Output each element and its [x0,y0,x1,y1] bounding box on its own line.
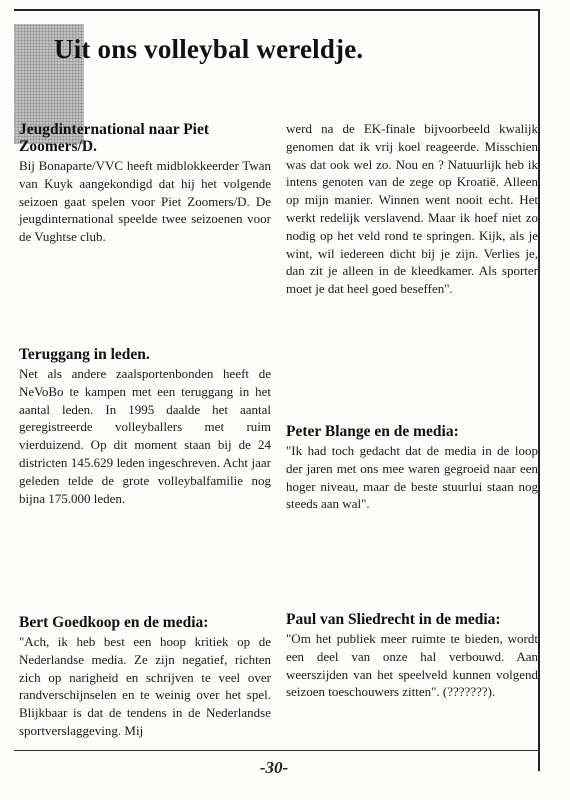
article-body: "Ach, ik heb best een hoop kritiek op de Nederlandse media. Ze zijn negatief, richten zich op narigheid en schrijven te veel over randverschijnselen en te weinig over het spel. Blijkbaar is dat de tendens in de Nederlandse sportverslaggeving. Mij [19,634,271,738]
article-goedkoop [19,614,271,740]
right-border-rule [538,9,540,771]
article-body: Net als andere zaalsportenbonden heeft de NeVoBo te kampen met een teruggang in het aantal leden. In 1995 daalde het aantal geregistreerde volleyballers met ruim vierduizend. Op dit moment staan bij de 24 districten 145.629 leden ingeschreven. Acht jaar geleden telde de grote volleybalfamilie nog bijna 175.000 leden. [19,366,271,506]
top-border-rule [14,9,538,11]
article-sliedrecht [286,611,538,701]
article-heading: Paul van Sliedrecht in de media: [286,611,501,628]
bottom-rule [14,750,538,751]
article-heading: Jeugdinternational naar Piet Zoomers/D. [19,121,210,155]
article-jeugdinternational [19,121,271,246]
article-body: Bij Bonaparte/VVC heeft midblokkeerder Twan van Kuyk aangekondigd dat hij het volgende seizoen gaat spelen voor Piet Zoomers/D. De jeugdinternational speelde twee seizoenen voor de Vughtse club. [19,158,271,245]
page-title: Uit ons volleybal wereldje. [54,34,364,64]
article-heading: Teruggang in leden. [19,346,150,363]
article-goedkoop-continued [286,120,538,298]
article-blange [286,423,538,513]
article-body: werd na de EK-finale bijvoorbeeld kwalijk genomen dat ik vrij koel reageerde. Misschien was dat ook wel zo. Nou en ? Natuurlijk heb ik intens genoten van de zege op Kroatië. Alleen op mijn manier. Winnen went nooit echt. Het werkt redelijk verslavend. Maar ik hoef niet zo nodig op het veld rond te springen. Kijk, als je wint, wil iedereen dicht bij je zijn. Verlies je, dan zit je alleen in de kleedkamer. Als sporter moet je dat heel goed beseffen". [286,121,538,297]
article-body: "Om het publiek meer ruimte te bieden, wordt een deel van onze hal verbouwd. Aan weerszijden van het speelveld kunnen volgend seizoen toeschouwers zitten". (???????). [286,631,538,700]
article-body: "Ik had toch gedacht dat de media in de loop der jaren met ons mee waren gegroeid naar een hoger niveau, maar de beste stuurlui staan nog steeds aan wal". [286,443,538,512]
article-heading: Peter Blange en de media: [286,423,459,440]
article-teruggang [19,346,271,507]
page-number: -30- [259,758,289,777]
article-heading: Bert Goedkoop en de media: [19,614,209,631]
